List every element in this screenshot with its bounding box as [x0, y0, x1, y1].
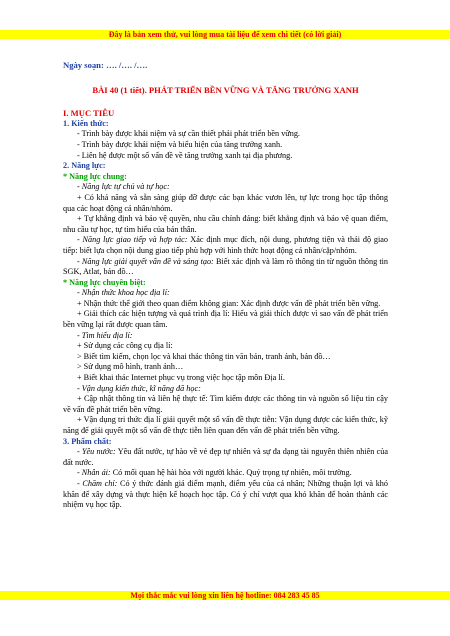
knowledge-item: - Trình bày được khái niệm và sự cần thiết phải phát triển bền vững. [77, 129, 300, 139]
diligence-title: - Chăm chỉ: [77, 478, 118, 488]
quality-heading: 3. Phẩm chất: [63, 436, 112, 446]
explore-item: + Sử dụng các công cụ địa lí: [77, 341, 173, 351]
kindness-text: Có mối quan hệ hài hòa với người khác. Quý trọng tự nhiên, môi trường. [110, 468, 352, 478]
communication-text: Xác định mục đích, nội dung, phương tiện và thái độ giao tiếp: biết lựa chọn nội dung giao tiếp phù hợp với hình thức hoạt động cá nhân/cặp/nhóm. [63, 235, 388, 255]
autonomy-item: + Tự khẳng định và bảo vệ quyền, nhu cầu chính đáng: biết khẳng định và bảo vệ quan điểm, nhu cầu tự học, tự tìm hiểu của bản thân. [63, 214, 388, 234]
patriot-title: - Yêu nước: [77, 447, 116, 457]
patriot-paragraph [63, 447, 388, 468]
hotline-banner [0, 591, 450, 600]
explore-item: + Biết khai thác Internet phục vụ trong việc học tập môn Địa lí. [77, 373, 285, 383]
preview-banner [0, 30, 450, 39]
knowledge-heading: 1. Kiến thức: [63, 118, 109, 128]
knowledge-item: - Liên hệ được một số vấn đề về tăng trưởng xanh tại địa phương. [77, 150, 293, 160]
lesson-title: BÀI 40 (1 tiết). PHÁT TRIỂN BỀN VỮNG VÀ TĂNG TRƯỞNG XANH [92, 84, 359, 95]
date-label: Ngày soạn: …. /…. /…. [63, 60, 148, 70]
explore-item: > Biết tìm kiếm, chọn lọc và khai thác thông tin văn bản, tranh ảnh, bản đồ… [77, 351, 331, 361]
skills-heading: 2. Năng lực: [63, 161, 106, 171]
apply-title: - Vận dụng kiến thức, kĩ năng đã học: [77, 383, 201, 393]
explore-title: - Tìm hiểu địa lí: [77, 330, 133, 340]
apply-item: + Cập nhật thông tin và liên hệ thực tế: Tìm kiếm được các thông tin và nguồn số liệu tin cậy về vấn đề phát triển bền vững. [63, 394, 388, 414]
autonomy-title: - Năng lực tự chủ và tự học: [77, 182, 170, 192]
general-skills-heading: * Năng lực chung: [63, 171, 127, 181]
diligence-paragraph [63, 479, 388, 511]
kindness-title: - Nhân ái: [77, 468, 111, 478]
communication-paragraph [63, 235, 388, 256]
hotline-banner-text: Mọi thắc mắc vui lòng xin liên hệ hotline: 084 283 45 85 [130, 591, 320, 600]
diligence-text: Có ý thức đánh giá điểm mạnh, điểm yếu của cá nhân; Những thuận lợi và khó khăn để xây dựng và thực hiện kế hoạch học tập. Có ý chí vượt qua khó khăn để hoàn thành các nhiệm vụ học tập. [63, 478, 388, 510]
communication-title: - Năng lực giao tiếp và hợp tác: [77, 235, 188, 245]
problem-solving-text: Biết xác định và làm rõ thông tin từ nguồn thông tin SGK, Atlat, bản đồ… [63, 256, 389, 277]
problem-solving-paragraph [63, 257, 388, 278]
science-item: + Giải thích các hiện tượng và quá trình địa lí: Hiểu và giải thích được vì sao vấn đề phát triển bền vững lại rất được quan tâm. [63, 309, 388, 330]
science-title: - Nhận thức khoa học địa lí: [77, 288, 170, 298]
patriot-text: Yêu đất nước, tự hào về vẻ đẹp tự nhiên và sự đa dạng tài nguyên thiên nhiên của đất nước. [63, 447, 388, 467]
explore-item: > Sử dụng mô hình, tranh ảnh… [77, 362, 184, 372]
knowledge-item: - Trình bày được khái niệm và biểu hiện của tăng trưởng xanh. [77, 139, 283, 149]
section-heading-objectives: I. MỤC TIÊU [63, 108, 115, 119]
document-page [63, 60, 388, 511]
apply-item: + Vận dụng tri thức địa lí giải quyết một số vấn đề thực tiễn: Vận dụng được các kiến thức, kỹ năng để giải quyết một số vấn đề thực tiễn liên quan đến vấn đề phát triển bền vững. [63, 415, 388, 435]
science-item: + Nhận thức thế giới theo quan điểm không gian: Xác định được vấn đề phát triển bền vững. [77, 298, 381, 308]
kindness-paragraph [63, 468, 388, 479]
specific-skills-heading: * Năng lực chuyên biệt: [63, 277, 146, 287]
preview-banner-text: Đây là bản xem thử, vui lòng mua tài liệu để xem chi tiết (có lời giải) [108, 30, 342, 39]
problem-solving-title: - Năng lực giải quyết vấn đề và sáng tạo: [77, 256, 214, 266]
autonomy-item: + Có khả năng và sẵn sàng giúp đỡ được các bạn khác vươn lên, tự lực trong học tập thông qua các hoạt động cá nhân/nhóm. [63, 192, 388, 213]
